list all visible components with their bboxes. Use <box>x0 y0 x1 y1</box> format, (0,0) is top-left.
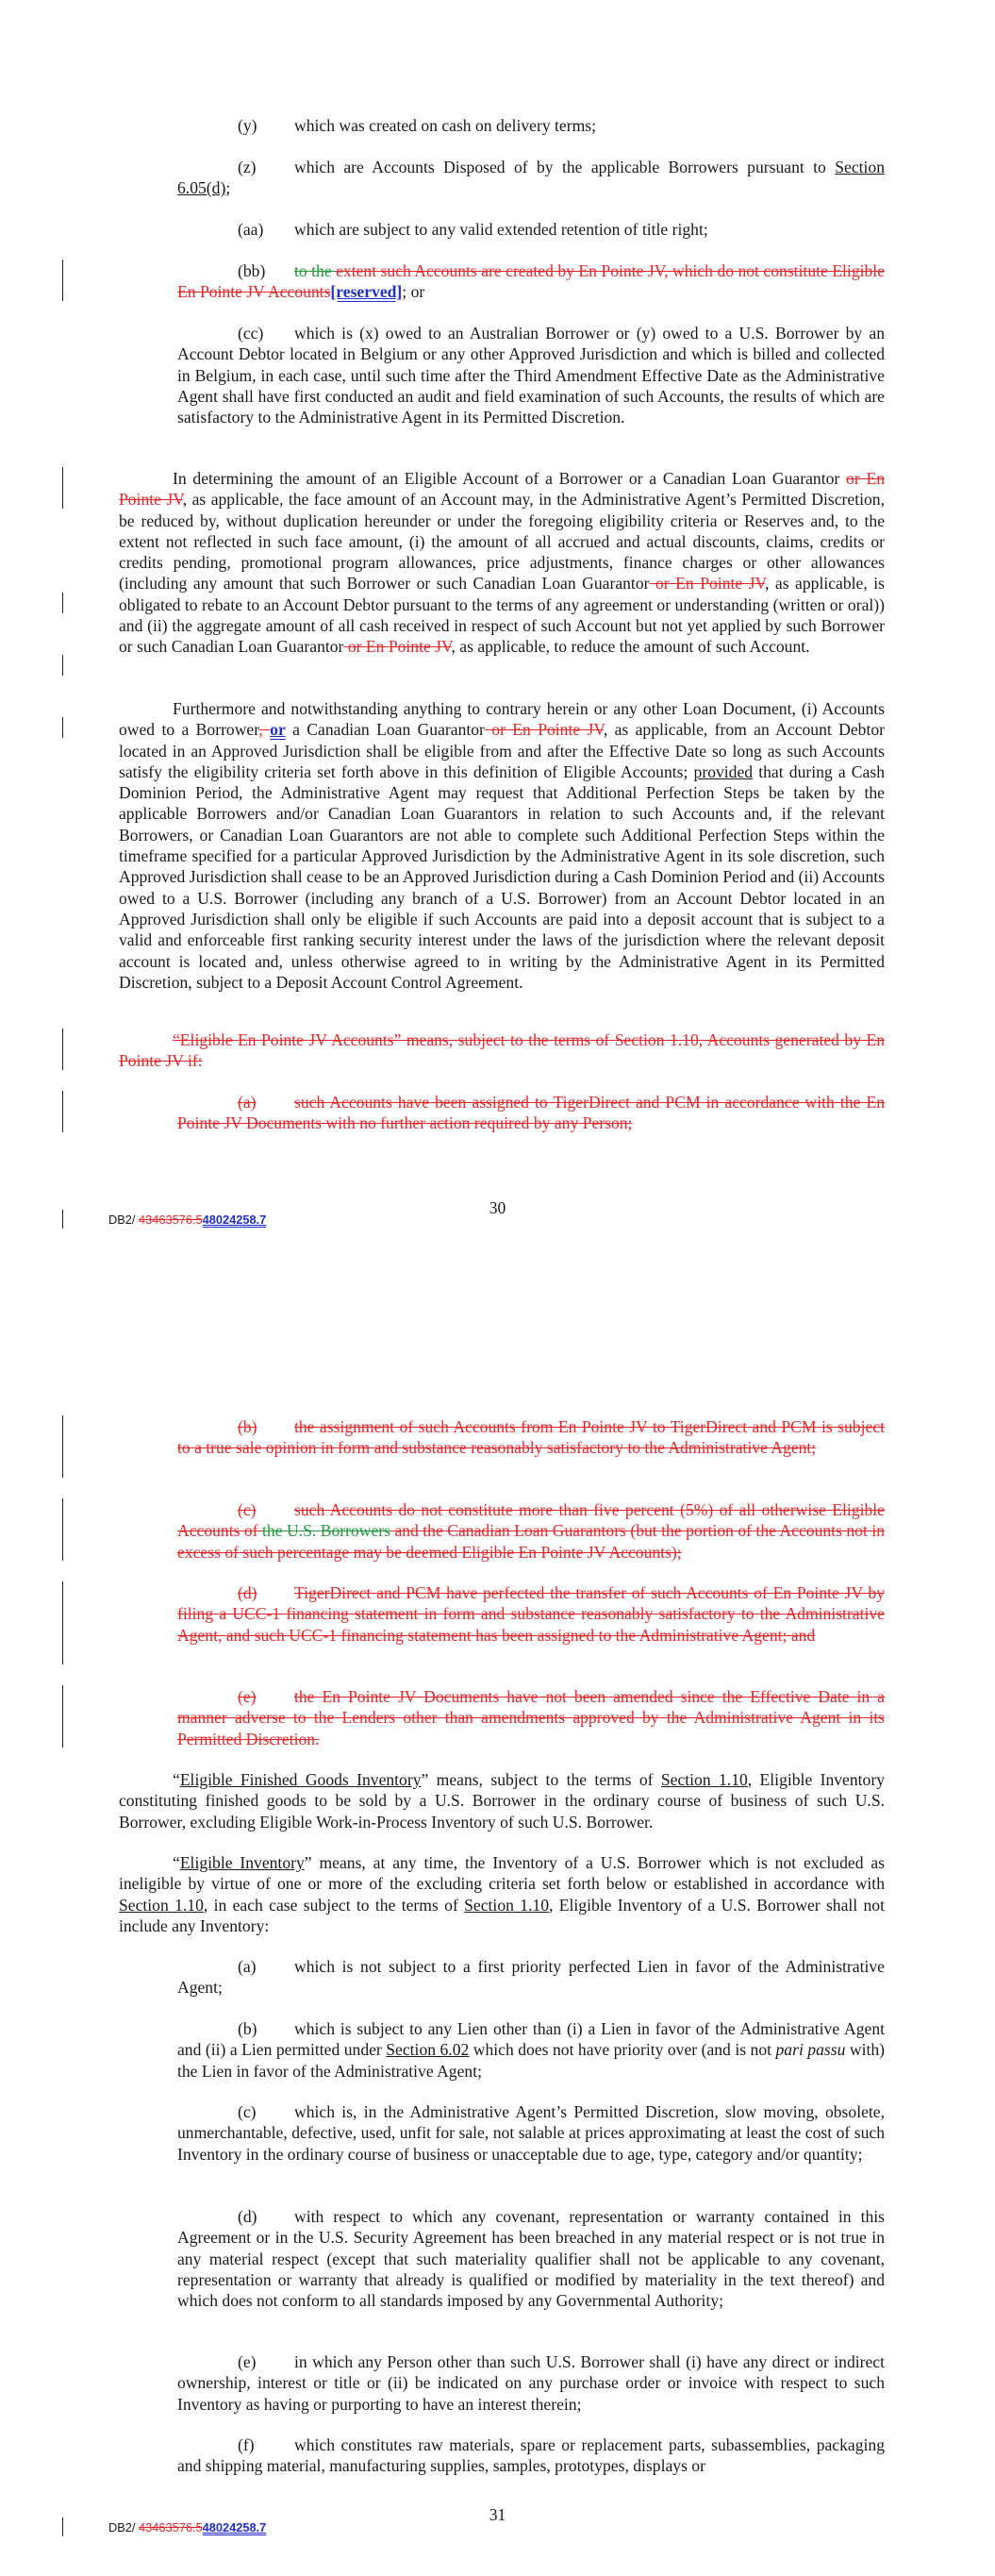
deleted-text: the assignment of such Accounts from En Pointe JV to TigerDirect and PCM is subject to a true sale opinion in form and substance reasonably satisfactory to the Administrative Agent; <box>177 1417 885 1458</box>
inserted-text: [reserved] <box>330 282 403 302</box>
deleted-text: , <box>258 720 271 740</box>
clause-cc <box>177 323 885 427</box>
page-number: 30 <box>489 1198 506 1217</box>
clause-a-deleted <box>177 1092 885 1134</box>
deleted-text: or En Pointe JV <box>649 574 765 594</box>
section-reference: Section 6.05(d) <box>177 158 885 198</box>
definition-eligible-inventory: “Eligible Inventory” means, at any time, the Inventory of a U.S. Borrower which is not excluded as ineligible by virtue of one or more of the excluding criteria set forth below or established in accordance with Section 1.10, in each case subject to the terms of Section 1.10, Eligible Inventory of a U.S. Borrower shall not include any Inventory: <box>119 1853 886 1935</box>
definition-eligible-finished-goods: “Eligible Finished Goods Inventory” means, subject to the terms of Section 1.10, Eligible Inventory constituting finished goods to be sold by a U.S. Borrower in the ordinary course of business of such U.S. Borrower, excluding Eligible Work-in-Process Inventory of such U.S. Borrower. <box>119 1770 885 1832</box>
deleted-text: or En Pointe JV <box>343 637 452 657</box>
deleted-text: such Accounts do not constitute more than five percent (5%) of all otherwise Eligible Accounts of <box>177 1500 885 1541</box>
clause-label: (b) <box>238 2019 257 2038</box>
change-bar <box>62 593 63 613</box>
inventory-clause-d: (d) with respect to which any covenant, representation or warranty contained in this Agreement or in the U.S. Security Agreement has been breached in any material respect or is not true in any material respect (except that such materiality qualifier shall not be applicable to any covenant, representation or warranty that already is qualified or modified by materiality in the text thereof) and which does not conform to all standards imposed by any Governmental Authority; <box>177 2207 885 2311</box>
inserted-text: or <box>270 720 286 740</box>
clause-label: (bb) <box>238 261 266 280</box>
section-reference: Section 6.02 <box>386 2040 470 2060</box>
clause-label: (d) <box>238 2207 257 2226</box>
clause-label: (e) <box>238 2352 257 2371</box>
deleted-text: “Eligible En Pointe JV Accounts” means, subject to the terms of Section 1.10, Accounts generated by En Pointe JV if: <box>119 1030 885 1071</box>
clause-label: (aa) <box>238 220 264 239</box>
section-reference: Section 1.10 <box>119 1895 204 1915</box>
change-bar <box>62 717 63 738</box>
inventory-clause-b: (b) which is subject to any Lien other than (i) a Lien in favor of the Administrative Agent and (ii) a Lien permitted under Section 6.02 which does not have priority over (and is not pari passu with) the Lien in favor of the Administrative Agent; <box>177 2019 886 2081</box>
paragraph-furthermore: Furthermore and notwithstanding anything to contrary herein or any other Loan Document, (i) Accounts owed to a Borrower, or a Canadian Loan Guarantor or En Pointe JV, as applicable, from an Account Debtor located in an Approved Jurisdiction shall be eligible from and after the Effective Date so long as such Accounts satisfy the eligibility criteria set forth above in this definition of Eligible Accounts; provided that during a Cash Dominion Period, the Administrative Agent may request that Additional Perfection Steps be taken by the applicable Borrowers and/or Canadian Loan Guarantors in relation to such Accounts and, if the relevant Borrowers, or Canadian Loan Guarantors are not able to complete such Additional Perfection Steps within the timeframe specified for a particular Approved Jurisdiction by the Administrative Agent in its sole discretion, such Approved Jurisdiction shall cease to be an Approved Jurisdiction during a Cash Dominion Period and (ii) Accounts owed to a U.S. Borrower (including any branch of a U.S. Borrower) from an Account Debtor located in an Approved Jurisdiction shall only be eligible if such Accounts are paid into a deposit account that is subject to a valid and enforceable first ranking security interest under the laws of the jurisdiction where the relevant deposit account is located and, unless otherwise agreed to in writing by the Administrative Agent in its Permitted Discretion, subject to a Deposit Account Control Agreement. <box>119 699 885 992</box>
change-bar <box>62 1029 63 1070</box>
page-number: 31 <box>489 2505 506 2524</box>
inventory-clause-e: (e) in which any Person other than such U.S. Borrower shall (i) have any direct or indirect ownership, interest or title or (ii) be indicated on any purchase order or invoice with respect to such Inventory as having or purporting to have an interest therein; <box>177 2352 885 2414</box>
clause-label: (f) <box>238 2435 255 2454</box>
document-footer: DB2/ 43463576.548024258.7 <box>108 1213 267 1227</box>
clause-label: (c) <box>238 2102 257 2121</box>
change-bar <box>62 2517 63 2536</box>
clause-text: which are subject to any valid extended retention of title right; <box>294 220 708 239</box>
defined-term: Eligible Finished Goods Inventory <box>179 1770 422 1789</box>
clause-label: (e) <box>238 1687 257 1706</box>
clause-label: (z) <box>238 158 257 176</box>
clause-text: which are Accounts Disposed of by the applicable Borrowers pursuant to <box>294 158 836 176</box>
inventory-clause-f: (f) which constitutes raw materials, spare or replacement parts, subassemblies, packaging and shipping material, manufacturing supplies, samples, prototypes, displays or <box>177 2435 885 2476</box>
change-bar <box>62 1210 63 1229</box>
clause-aa <box>238 219 885 240</box>
inventory-clause-a: (a) which is not subject to a first priority perfected Lien in favor of the Administrative Agent; <box>177 1957 885 1998</box>
clause-bb: (bb) to the extent such Accounts are created by En Pointe JV, which do not constitute Eligible En Pointe JV Accounts[reserved]; or <box>177 261 885 302</box>
clause-z: (z) which are Accounts Disposed of by the applicable Borrowers pursuant to Section 6.05(d); <box>177 158 885 198</box>
clause-e-deleted <box>177 1686 885 1749</box>
deleted-text: or En Pointe JV <box>119 469 885 510</box>
document-footer: DB2/ 43463576.548024258.7 <box>108 2520 267 2534</box>
deleted-text: the En Pointe JV Documents have not been amended since the Effective Date in a manner adverse to the Lenders other than amendments approved by the Administrative Agent in its Permitted Discretion. <box>177 1687 885 1748</box>
clause-label: (c) <box>238 1500 257 1519</box>
defined-term: Eligible Inventory <box>179 1853 305 1872</box>
change-bar <box>62 259 63 301</box>
deleted-text: extent such Accounts are created by En Pointe JV, which do not constitute Eligible En Pointe JV Accounts <box>177 261 885 302</box>
clause-label: (a) <box>238 1957 257 1976</box>
inventory-clause-c: (c) which is, in the Administrative Agent’s Permitted Discretion, slow moving, obsolete, unmerchantable, defective, used, unfit for sale, not salable at prices approximating at least the cost of such Inventory in the ordinary course of business or unacceptable due to age, type, category and/or quantity; <box>177 2102 885 2164</box>
deleted-text: the U.S. Borrowers <box>262 1521 390 1541</box>
clause-text: which was created on cash on delivery terms; <box>294 116 596 135</box>
change-bar <box>62 1091 63 1132</box>
clause-label: (a) <box>238 1093 257 1112</box>
clause-label: (d) <box>238 1583 257 1602</box>
change-bar <box>62 467 63 509</box>
section-reference: Section 1.10 <box>464 1895 550 1915</box>
change-bar <box>62 1581 63 1664</box>
clause-b-deleted <box>177 1416 885 1459</box>
clause-d-deleted <box>177 1582 885 1646</box>
paragraph-determining: In determining the amount of an Eligible Account of a Borrower or a Canadian Loan Guarantor or En Pointe JV, as applicable, the face amount of an Account may, in the Administrative Agent’s Permitted Discretion, be reduced by, without duplication hereunder or under the foregoing eligibility criteria or Reserves and, to the extent not reflected in such face amount, (i) the amount of all accrued and actual discounts, claims, credits or credits pending, promotional program allowances, price adjustments, finance charges or other allowances (including any amount that such Borrower or such Canadian Loan Guarantor or En Pointe JV, as applicable, is obligated to rebate to an Account Debtor pursuant to the terms of any agreement or understanding (written or oral)) and (ii) the aggregate amount of all cash received in respect of such Account but not yet applied by such Borrower or such Canadian Loan Guarantor or En Pointe JV, as applicable, to reduce the amount of such Account. <box>119 469 885 657</box>
change-bar <box>62 1415 63 1478</box>
clause-c-deleted <box>177 1499 885 1563</box>
clause-y <box>238 115 885 136</box>
change-bar <box>62 1498 63 1561</box>
clause-text: which is (x) owed to an Australian Borrower or (y) owed to a U.S. Borrower by an Account Debtor located in Belgium or any other Approved Jurisdiction and which is billed and collected in Belgium, in each case, until such time after the Third Amendment Effective Date as the Administrative Agent shall have first conducted an audit and field examination of such Accounts, the results of which are satisfactory to the Administrative Agent in its Permitted Discretion. <box>177 324 885 427</box>
definition-en-pointe-jv-accounts <box>119 1029 885 1072</box>
change-bar <box>62 1685 63 1748</box>
clause-label: (cc) <box>238 324 264 343</box>
deleted-text: to the <box>294 261 337 280</box>
deleted-text: such Accounts have been assigned to TigerDirect and PCM in accordance with the En Pointe JV Documents with no further action required by any Person; <box>177 1093 885 1133</box>
deleted-text: TigerDirect and PCM have perfected the transfer of such Accounts of En Pointe JV by filing a UCC-1 financing statement in form and substance reasonably satisfactory to the Administrative Agent, and such UCC-1 financing statement has been assigned to the Administrative Agent; and <box>177 1583 885 1645</box>
clause-label: (y) <box>238 116 257 135</box>
clause-label: (b) <box>238 1417 257 1436</box>
section-reference: Section 1.10 <box>660 1770 748 1789</box>
deleted-text: and the Canadian Loan Guarantors (but the portion of the Accounts not in excess of such percentage may be deemed Eligible En Pointe JV Accounts); <box>177 1521 885 1562</box>
deleted-text: or En Pointe JV <box>484 720 604 740</box>
change-bar <box>62 655 63 676</box>
